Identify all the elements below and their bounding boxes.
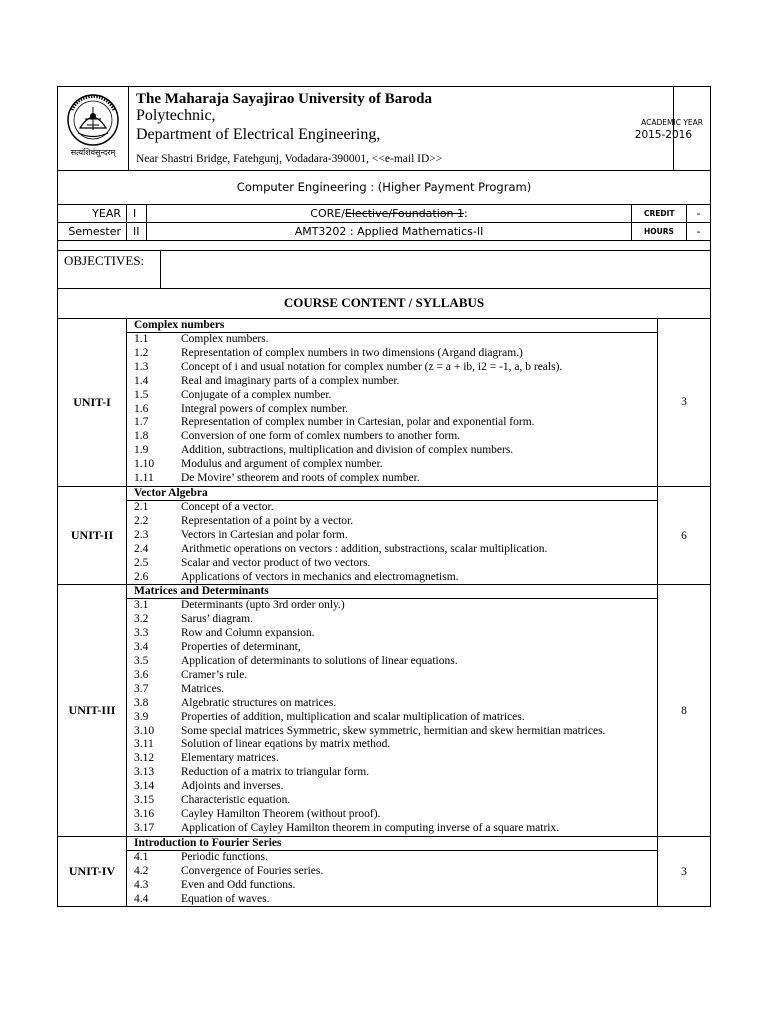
topic-text: Cayley Hamilton Theorem (without proof). — [181, 808, 381, 820]
hours-value: - — [696, 225, 701, 238]
topic-text: Convergence of Fouries series. — [181, 864, 324, 877]
topic-text: Addition, subtractions, multiplication and division of complex numbers. — [181, 444, 514, 457]
course-category — [147, 205, 632, 222]
unit-topic-list — [127, 333, 657, 486]
topic-text: Conversion of one form of comlex numbers to another form. — [181, 430, 461, 443]
topic-number: 1.5 — [134, 388, 149, 401]
topic-item — [134, 501, 657, 515]
unit-label: UNIT-II — [58, 487, 127, 584]
topic-text: Integral powers of complex number. — [181, 402, 349, 415]
topic-number: 2.5 — [134, 556, 149, 569]
topic-text: Representation of complex numbers in two dimensions (Argand diagram.) — [181, 346, 523, 359]
topic-item — [134, 458, 657, 472]
topic-number: 3.16 — [134, 808, 155, 820]
academic-year-value: 2015-2016 — [634, 129, 692, 141]
syllabus-sheet — [57, 86, 711, 907]
topic-number: 1.8 — [134, 430, 149, 443]
topic-number: 3.14 — [134, 780, 155, 793]
topic-text: Matrices. — [181, 682, 225, 695]
topic-number: 1.3 — [134, 360, 149, 373]
topic-item — [134, 711, 657, 725]
topic-item — [134, 375, 657, 389]
unit-hours: 8 — [681, 704, 687, 717]
topic-item — [134, 361, 657, 375]
topic-item — [134, 543, 657, 557]
topic-text: Applications of vectors in mechanics and electromagnetism. — [181, 570, 459, 583]
topic-number: 4.1 — [134, 850, 149, 863]
topic-number: 1.9 — [134, 444, 149, 457]
topic-item — [134, 430, 657, 444]
topic-number: 2.1 — [134, 500, 149, 513]
topic-item — [134, 571, 657, 585]
topic-number: 2.3 — [134, 528, 149, 541]
topic-text: Reduction of a matrix to triangular form. — [181, 766, 370, 779]
topic-item — [134, 851, 657, 865]
unit-title: Introduction to Fourier Series — [127, 837, 657, 851]
unit-hours: 3 — [681, 865, 687, 878]
topic-item — [134, 627, 657, 641]
topic-number: 3.17 — [134, 821, 155, 834]
unit-label: UNIT-I — [58, 319, 127, 486]
topic-item — [134, 669, 657, 683]
unit-content — [127, 837, 658, 907]
unit-content — [127, 487, 658, 584]
topic-item — [134, 879, 657, 893]
topic-text: Real and imaginary parts of a complex number. — [181, 374, 400, 387]
topic-text: Periodic functions. — [181, 850, 268, 863]
topic-number: 4.2 — [134, 864, 149, 877]
topic-text: Cramer’s rule. — [181, 668, 248, 681]
topic-text: Modulus and argument of complex number. — [181, 458, 383, 471]
topic-number: 3.2 — [134, 613, 149, 626]
topic-text: De Movire’ stheorem and roots of complex number. — [181, 472, 420, 485]
topic-number: 1.2 — [134, 346, 149, 359]
course-content-heading: COURSE CONTENT / SYLLABUS — [58, 289, 710, 319]
header-main — [129, 87, 673, 170]
address-line: Near Shastri Bridge, Fatehgunj, Vodadara-390001, <<e-mail ID>> — [136, 153, 443, 165]
topic-item — [134, 347, 657, 361]
topic-number: 3.4 — [134, 641, 149, 654]
unit-content — [127, 585, 658, 835]
academic-year-label: ACADEMIC YEAR — [641, 118, 703, 127]
topic-number: 4.4 — [134, 892, 149, 905]
department-name: Department of Electrical Engineering, — [136, 126, 381, 143]
topic-item — [134, 529, 657, 543]
unit-title: Complex numbers — [127, 319, 657, 333]
logo-caption: सत्यंशिवंसुन्दरम् — [70, 148, 116, 157]
topic-text: Complex numbers. — [181, 333, 269, 345]
topic-number: 3.3 — [134, 627, 149, 640]
topic-number: 3.1 — [134, 599, 149, 612]
topic-item — [134, 780, 657, 794]
unit-topic-list — [127, 501, 657, 584]
topic-text: Representation of complex number in Cartesian, polar and exponential form. — [181, 416, 535, 429]
topic-item — [134, 515, 657, 529]
topic-number: 3.7 — [134, 682, 149, 695]
topic-number: 3.6 — [134, 668, 149, 681]
topic-item — [134, 794, 657, 808]
topic-item — [134, 822, 657, 836]
topic-text: Properties of determinant, — [181, 641, 301, 654]
semester-value: II — [127, 223, 147, 240]
topic-item — [134, 725, 657, 739]
year-label: YEAR — [58, 205, 127, 222]
topic-number: 1.4 — [134, 374, 149, 387]
unit-row — [58, 837, 710, 907]
unit-topic-list — [127, 599, 657, 835]
topic-number: 2.6 — [134, 570, 149, 583]
spacer-row — [58, 241, 710, 251]
core-suffix: : — [464, 207, 468, 220]
topic-item — [134, 641, 657, 655]
topic-text: Application of Cayley Hamilton theorem in computing inverse of a square matrix. — [181, 821, 560, 834]
topic-text: Solution of linear eqations by matrix method. — [181, 738, 391, 751]
topic-item — [134, 557, 657, 571]
unit-row — [58, 319, 710, 487]
topic-item — [134, 403, 657, 417]
topic-text: Concept of i and usual notation for complex number (z = a + ib, i2 = -1, a, b reals). — [181, 360, 563, 373]
topic-text: Properties of addition, multiplication and scalar multiplication of matrices. — [181, 710, 525, 723]
hours-label: HOURS — [632, 223, 687, 240]
unit-hours: 6 — [681, 529, 687, 542]
topic-number: 3.5 — [134, 655, 149, 668]
topic-number: 3.11 — [134, 738, 154, 751]
topic-number: 1.1 — [134, 333, 149, 345]
topic-item — [134, 808, 657, 822]
topic-text: Representation of a point by a vector. — [181, 514, 354, 527]
unit-title: Matrices and Determinants — [127, 585, 657, 599]
topic-number: 1.7 — [134, 416, 149, 429]
topic-number: 1.10 — [134, 458, 155, 471]
topic-number: 4.3 — [134, 878, 149, 891]
topic-item — [134, 738, 657, 752]
topic-item — [134, 613, 657, 627]
topic-number: 3.10 — [134, 724, 155, 737]
unit-topic-list — [127, 851, 657, 907]
polytechnic-line: Polytechnic, — [136, 107, 216, 124]
topic-number: 2.2 — [134, 514, 149, 527]
credit-label: CREDIT — [632, 205, 687, 222]
credit-value: - — [696, 207, 701, 220]
topic-text: Sarus’ diagram. — [181, 613, 253, 626]
topic-text: Concept of a vector. — [181, 500, 274, 513]
topic-item — [134, 655, 657, 669]
topic-number: 3.13 — [134, 766, 155, 779]
topic-text: Row and Column expansion. — [181, 627, 315, 640]
topic-text: Elementary matrices. — [181, 752, 279, 765]
topic-item — [134, 865, 657, 879]
document-header — [58, 87, 710, 171]
topic-number: 3.15 — [134, 794, 155, 807]
topic-text: Scalar and vector product of two vectors. — [181, 556, 371, 569]
core-prefix: CORE/ — [310, 207, 345, 220]
core-strikethrough: Elective/Foundation 1 — [344, 207, 464, 220]
topic-number: 2.4 — [134, 542, 149, 555]
topic-text: Even and Odd functions. — [181, 878, 296, 891]
unit-content — [127, 319, 658, 486]
topic-item — [134, 766, 657, 780]
topic-item — [134, 893, 657, 907]
topic-item — [134, 389, 657, 403]
course-code-title: AMT3202 : Applied Mathematics-II — [147, 223, 632, 240]
topic-text: Some special matrices Symmetric, skew symmetric, hermitian and skew hermitian matrices. — [181, 724, 606, 737]
program-title: Computer Engineering : (Higher Payment Program) — [58, 171, 710, 205]
topic-text: Arithmetic operations on vectors : addition, substractions, scalar multiplication. — [181, 542, 548, 555]
unit-hours: 3 — [681, 396, 687, 409]
topic-item — [134, 683, 657, 697]
year-value: I — [127, 205, 147, 222]
topic-item — [134, 333, 657, 347]
topic-item — [134, 697, 657, 711]
topic-text: Equation of waves. — [181, 892, 270, 905]
topic-number: 3.8 — [134, 696, 149, 709]
topic-text: Characteristic equation. — [181, 794, 291, 807]
topic-number: 3.12 — [134, 752, 155, 765]
objectives-label: OBJECTIVES: — [58, 251, 161, 288]
topic-item — [134, 599, 657, 613]
semester-label: Semester — [58, 223, 127, 240]
topic-text: Adjoints and inverses. — [181, 780, 284, 793]
semester-row — [58, 223, 710, 241]
unit-label: UNIT-IV — [58, 837, 127, 907]
year-row — [58, 205, 710, 223]
unit-row — [58, 487, 710, 585]
academic-year-cell — [634, 87, 710, 170]
topic-text: Determinants (upto 3rd order only.) — [181, 599, 345, 612]
university-logo — [58, 87, 129, 170]
topic-text: Conjugate of a complex number. — [181, 388, 332, 401]
units-table — [58, 319, 710, 906]
objectives-row — [58, 251, 710, 289]
topic-item — [134, 416, 657, 430]
topic-text: Vectors in Cartesian and polar form. — [181, 528, 348, 541]
unit-row — [58, 585, 710, 836]
topic-number: 1.11 — [134, 472, 154, 485]
topic-text: Application of determinants to solutions of linear equations. — [181, 655, 458, 668]
topic-number: 1.6 — [134, 402, 149, 415]
topic-number: 3.9 — [134, 710, 149, 723]
unit-label: UNIT-III — [58, 585, 127, 835]
topic-item — [134, 472, 657, 486]
topic-item — [134, 444, 657, 458]
university-name: The Maharaja Sayajirao University of Baroda — [136, 91, 432, 107]
topic-item — [134, 752, 657, 766]
unit-title: Vector Algebra — [127, 487, 657, 501]
topic-text: Algebratic structures on matrices. — [181, 696, 337, 709]
